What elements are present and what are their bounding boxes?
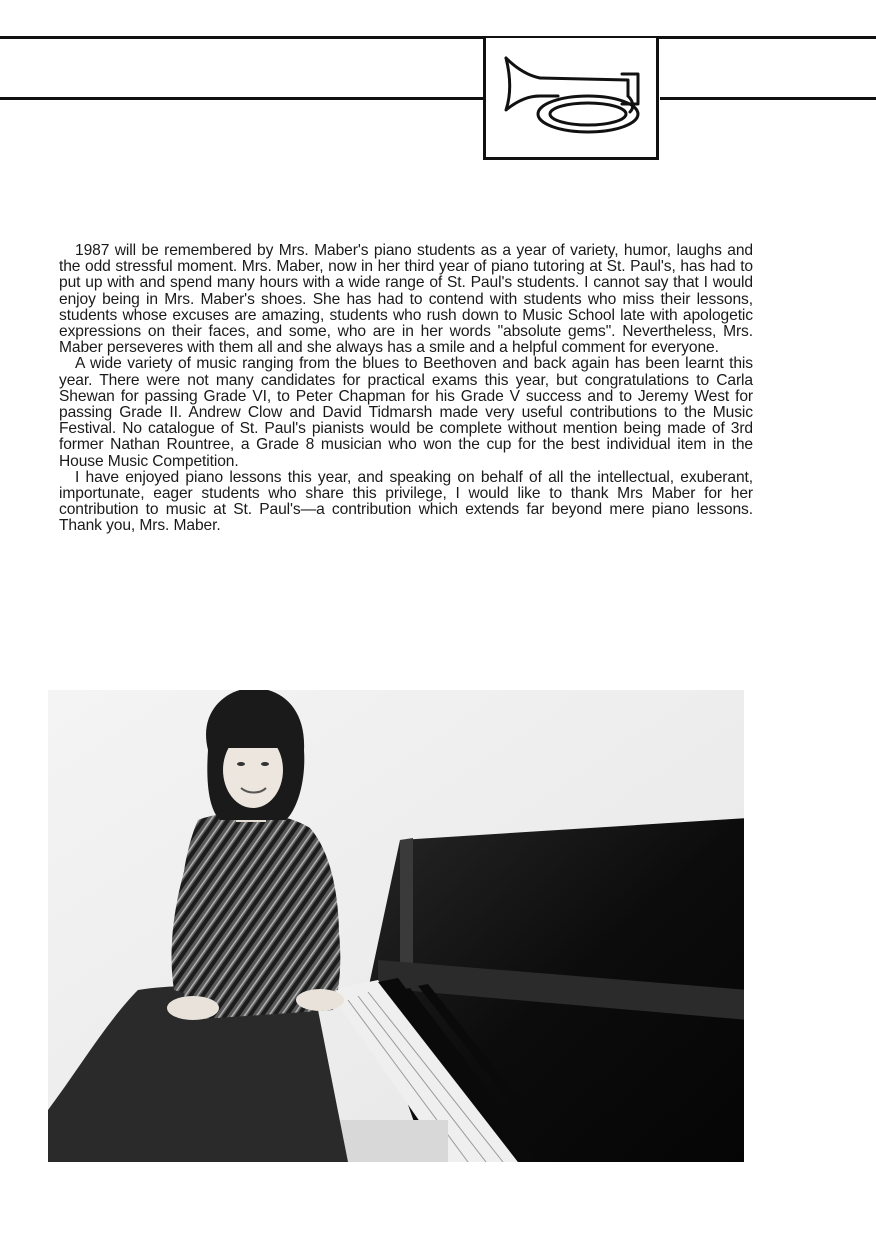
article-paragraph: 1987 will be remembered by Mrs. Maber's piano students as a year of variety, humor, laughs and the odd stressful moment. Mrs. Maber, now in her third year of piano tutoring at St. Paul's, has had to put up with and spend many hours with a wide range of St. Paul's students. I cannot say that I would enjoy being in Mrs. Maber's shoes. She has had to contend with students who miss their lessons, students whose excuses are amazing, students who rush down to Music School late with apologetic expressions on their faces, and some, who are in her words "absolute gems". Nevertheless, Mrs. Maber perseveres with them all and she always has a smile and a helpful comment for everyone. — [59, 242, 753, 357]
bugle-icon — [496, 52, 652, 148]
header-rule-top — [0, 36, 876, 39]
article-body — [59, 243, 753, 535]
header-rule-bottom — [0, 97, 488, 100]
article-paragraph: A wide variety of music ranging from the blues to Beethoven and back again has been learnt this year. There were not many candidates for practical exams this year, but congratulations to Carla Shewan for passing Grade VI, to Peter Chapman for his Grade V success and to Jeremy West for passing Grade II. Andrew Clow and David Tidmarsh made very useful contributions to the Music Festival. No catalogue of St. Paul's pianists would be complete without mention being made of 3rd former Nathan Rountree, a Grade 8 musician who won the cup for the best individual item in the House Music Competition. — [59, 355, 753, 470]
article-paragraph: I have enjoyed piano lessons this year, and speaking on behalf of all the intellectual, exuberant, importunate, eager students who share this privilege, I would like to thank Mrs Maber for her contribution to music at St. Paul's—a contribution which extends far beyond mere piano lessons. Thank you, Mrs. Maber. — [59, 468, 753, 535]
emblem-box — [483, 38, 659, 160]
header-rule-bottom-right — [660, 97, 876, 100]
piano-teacher-photo — [48, 690, 744, 1162]
